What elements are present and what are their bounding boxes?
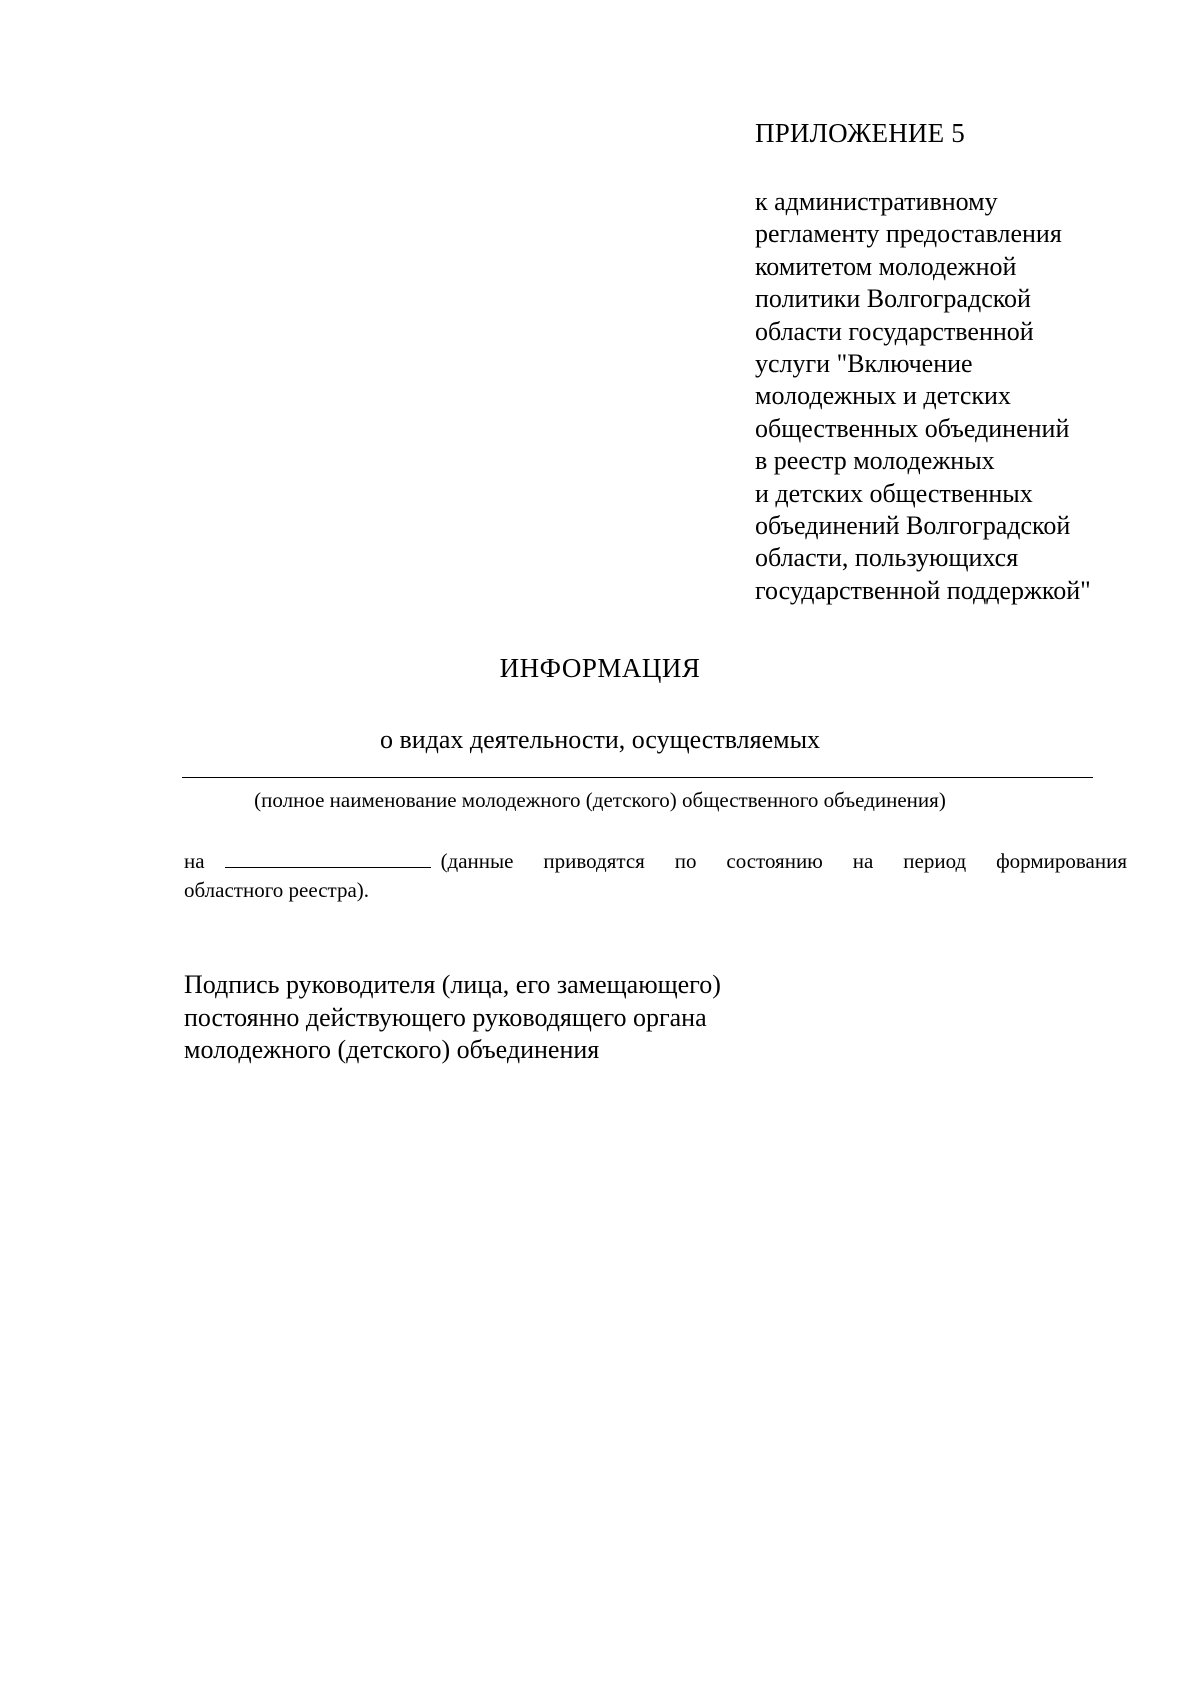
organization-name-blank xyxy=(182,777,1093,778)
signature-line: постоянно действующего руководящего органа xyxy=(184,1002,707,1032)
appendix-line: общественных объединений xyxy=(755,413,1070,443)
document-subheading: о видах деятельности, осуществляемых xyxy=(379,725,821,754)
date-note: (данные приводятся по состоянию на период формирования xyxy=(440,849,1127,873)
appendix-title: ПРИЛОЖЕНИЕ 5 xyxy=(755,118,965,148)
signature-block xyxy=(184,969,721,1067)
date-blank xyxy=(225,849,431,868)
organization-name-caption: (полное наименование молодежного (детского) общественного объединения) xyxy=(254,788,946,812)
document-heading: ИНФОРМАЦИЯ xyxy=(499,653,701,683)
appendix-line: объединений Волгоградской xyxy=(755,511,1071,541)
appendix-line: и детских общественных xyxy=(755,478,1033,508)
signature-line: Подпись руководителя (лица, его замещающего) xyxy=(184,970,721,999)
signature-line: молодежного (детского) объединения xyxy=(184,1035,600,1064)
appendix-line: политики Волгоградской xyxy=(755,284,1031,314)
date-note-continued: областного реестра). xyxy=(184,878,370,902)
date-prefix: на xyxy=(184,849,205,873)
appendix-line: комитетом молодежной xyxy=(755,251,1017,281)
date-row xyxy=(184,848,1127,874)
appendix-line: области, пользующихся xyxy=(755,543,1019,573)
appendix-line: в реестр молодежных xyxy=(755,446,995,476)
appendix-line: молодежных и детских xyxy=(755,381,1011,411)
appendix-reference xyxy=(755,186,1091,607)
appendix-line: государственной поддержкой" xyxy=(755,575,1091,605)
appendix-line: области государственной xyxy=(755,316,1034,346)
appendix-line: к административному xyxy=(755,187,998,216)
appendix-line: услуги "Включение xyxy=(755,349,973,379)
appendix-line: регламенту предоставления xyxy=(755,219,1062,249)
